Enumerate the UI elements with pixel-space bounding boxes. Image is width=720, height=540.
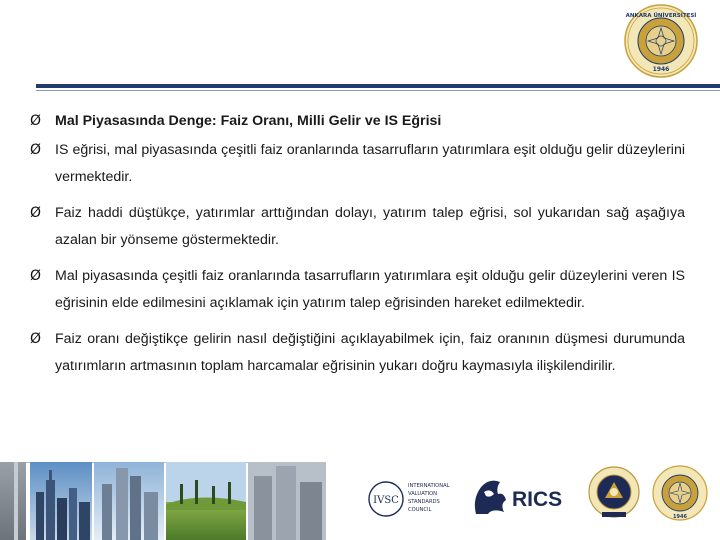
bullet-item [30,200,685,254]
bullet-arrow-icon: Ø [30,268,42,284]
footer-left-stripe [0,462,26,540]
bullet-arrow-icon: Ø [30,113,42,129]
footer-left-stripe-highlight [14,462,18,540]
rics-logo [470,474,578,518]
rics-text: RICS [512,488,563,511]
seal-year: 1946 [652,66,670,73]
bullet-arrow-icon: Ø [30,331,42,347]
ivsc-line: VALUATION [408,491,437,497]
university-seal-small-logo [652,464,708,522]
bullet-heading-text: Mal Piyasasında Denge: Faiz Oranı, Milli Gelir ve IS Eğrisi [55,113,442,129]
bullet-item [30,326,685,380]
bullet-text: Mal piyasasında çeşitli faiz oranlarında tasarrufların yatırımlara eşit olduğu gelir düzeylerini veren IS eğrisinin elde edilmesini açıklamak için yatırım talep eğrisinden hareket edilmektedir. [55,268,685,311]
ivsc-abbrev: IVSC [373,495,399,506]
bullet-arrow-icon: Ø [30,142,42,158]
bullet-item [30,263,685,317]
ivsc-logo [368,476,460,522]
bullet-text: IS eğrisi, mal piyasasında çeşitli faiz oranlarında tasarrufların yatırımlara eşit olduğu gelir düzeylerini vermektedir. [55,142,685,185]
header-rule [36,84,720,88]
crest-logo [588,464,640,520]
seal-small-year: 1946 [673,514,687,520]
bullet-arrow-icon: Ø [30,205,42,221]
bullet-list [30,108,685,389]
ivsc-line: STANDARDS [408,499,440,505]
header-rule-thin [36,90,720,91]
bullet-text: Faiz oranı değiştikçe gelirin nasıl değiştiğini açıklayabilmek için, faiz oranının düşmesi durumunda yatırımların artmasının toplam harcamalar eğrisinin yukarı doğru kaymasıyla ilişkilendirilir. [55,331,685,374]
bullet-text: Faiz haddi düştükçe, yatırımlar arttığından dolayı, yatırım talep eğrisi, sol yukarıdan sağ aşağıya azalan bir yönseme göstermektedir. [55,205,685,248]
ivsc-line: INTERNATIONAL [408,483,450,489]
ivsc-line: COUNCIL [408,507,432,513]
bullet-item [30,137,685,191]
seal-top-text: ANKARA ÜNİVERSİTESİ [625,13,697,19]
university-seal-logo [624,4,698,78]
city-skyline-photo [30,462,326,540]
bullet-item [30,108,685,135]
